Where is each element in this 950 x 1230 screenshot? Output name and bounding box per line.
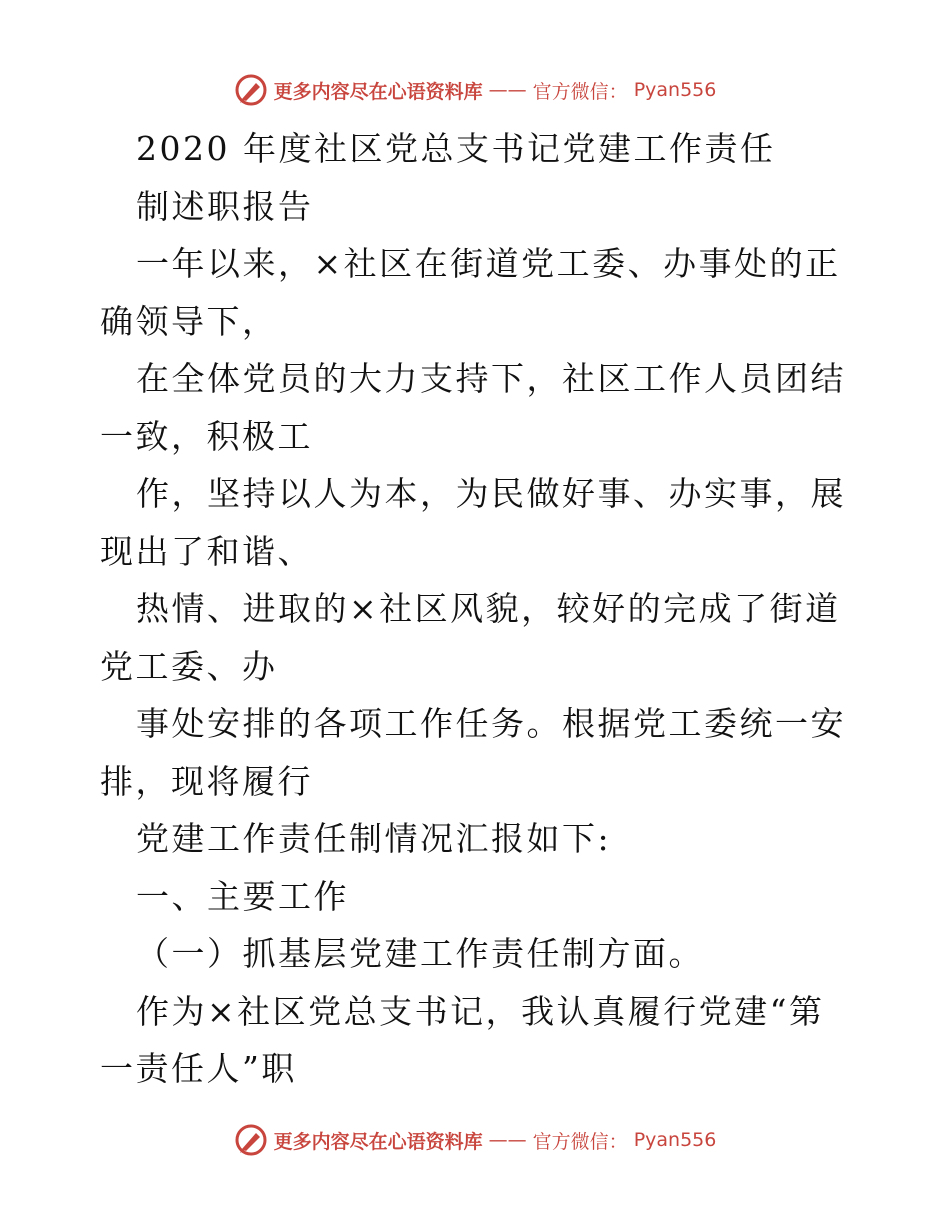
watermark-label: 官方微信： — [532, 80, 628, 103]
paragraph: 制述职报告 — [136, 186, 314, 226]
watermark-text: 更多内容尽在心语资料库 — [273, 1130, 483, 1153]
paragraph: 事处安排的各项工作任务。根据党工委统一安排，现将履行 — [100, 704, 846, 801]
watermark-footer — [0, 1120, 950, 1160]
paragraph: 作为×社区党总支书记，我认真履行党建“第一责任人”职 — [100, 991, 825, 1088]
paragraph: 一、主要工作 — [136, 876, 349, 916]
paragraph: 一年以来，×社区在街道党工委、办事处的正确领导下， — [100, 244, 841, 341]
watermark-dash: —— — [488, 1129, 527, 1151]
watermark-label: 官方微信： — [532, 1130, 628, 1153]
paragraph: 党建工作责任制情况汇报如下: — [136, 819, 612, 858]
pen-logo-icon — [234, 1123, 268, 1157]
pen-logo-icon — [234, 73, 268, 107]
paragraph: 作，坚持以人为本，为民做好事、办实事，展现出了和谐、 — [100, 474, 846, 571]
watermark-id: Pyan556 — [633, 79, 717, 101]
watermark-id: Pyan556 — [633, 1129, 717, 1151]
watermark-text: 更多内容尽在心语资料库 — [273, 80, 483, 103]
paragraph: （一）抓基层党建工作责任制方面。 — [136, 934, 704, 973]
paragraph: 热情、进取的×社区风貌，较好的完成了街道党工委、办 — [100, 589, 841, 686]
watermark-header — [0, 70, 950, 110]
document-body — [100, 120, 860, 1098]
watermark-dash: —— — [488, 79, 527, 101]
paragraph: 2020 年度社区党总支书记党建工作责任 — [136, 129, 776, 168]
paragraph: 在全体党员的大力支持下，社区工作人员团结一致，积极工 — [100, 359, 846, 456]
